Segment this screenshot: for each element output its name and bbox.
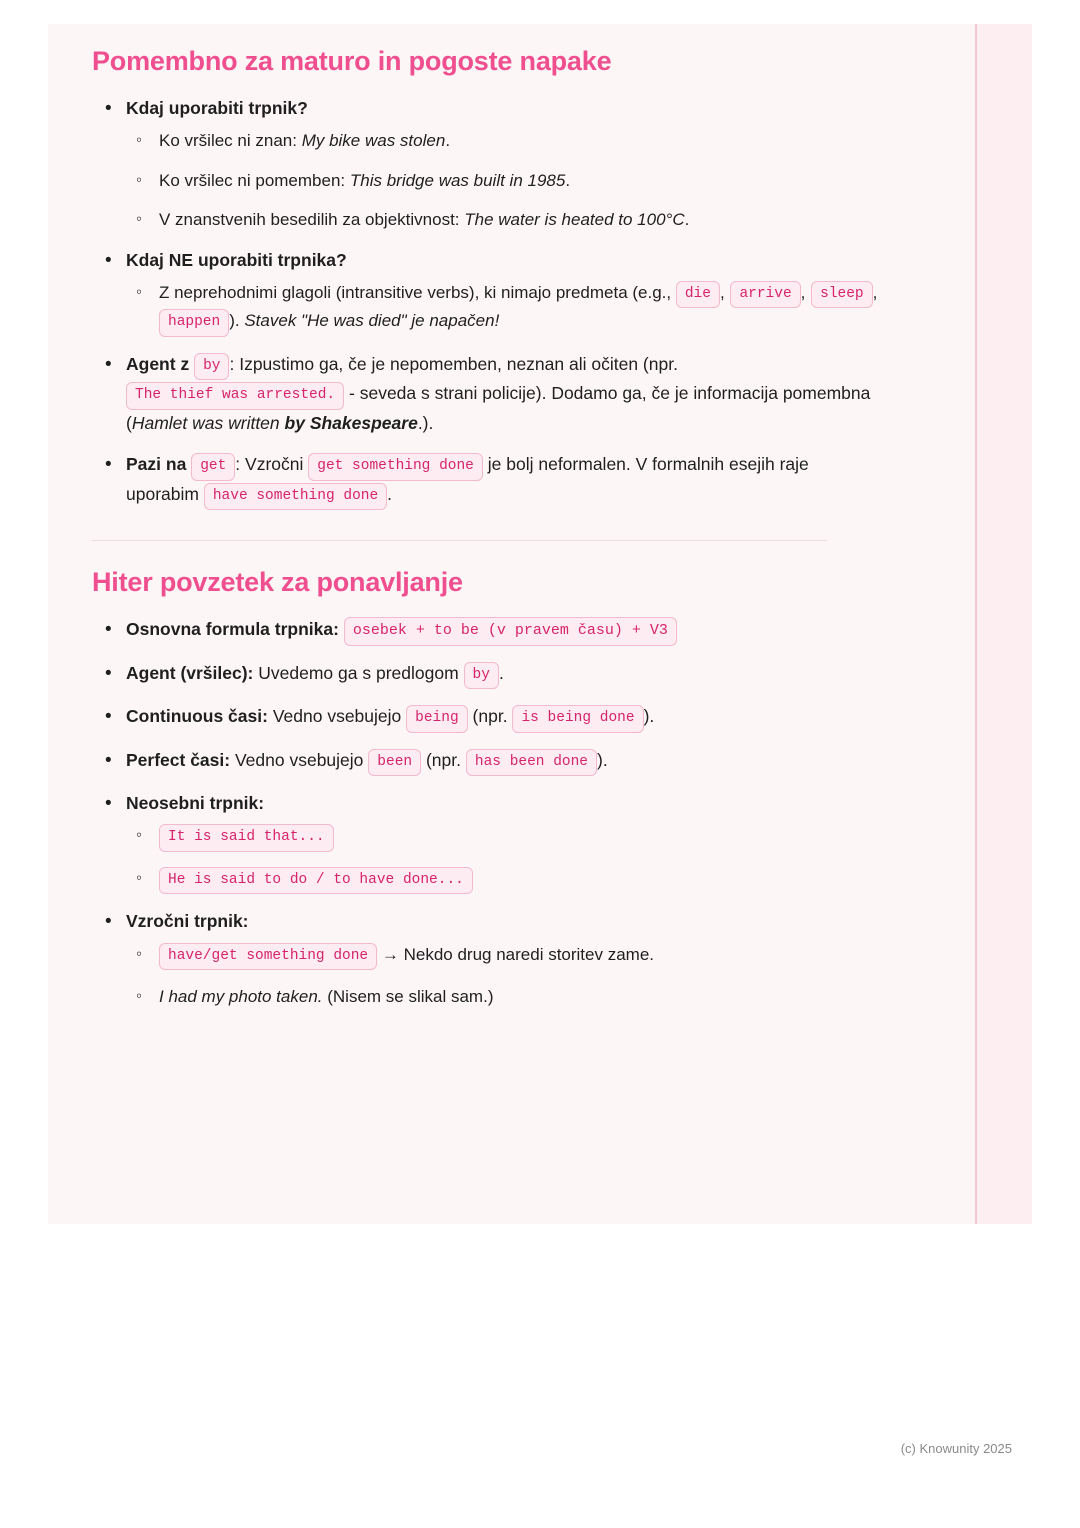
code-being: being: [406, 705, 468, 733]
summary-title: Hiter povzetek za ponavljanje: [92, 567, 463, 598]
code-thief-arrested: The thief was arrested.: [126, 382, 344, 410]
list-item-agent: [92, 351, 882, 437]
code-passive-formula: osebek + to be (v pravem času) + V3: [344, 617, 677, 645]
impersonal-sublist: [126, 823, 882, 894]
code-it-is-said-that: It is said that...: [159, 824, 334, 852]
sub-tail: ).: [229, 311, 240, 331]
list-item-lead: Kdaj NE uporabiti trpnika?: [126, 249, 347, 270]
item-tail: ).: [643, 706, 655, 727]
sub-tail: .: [684, 210, 690, 230]
list-item: [92, 247, 882, 337]
page-title: Pomembno za maturo in pogoste napake: [92, 46, 612, 76]
code-have-get-something-done: have/get something done: [159, 943, 377, 971]
list-item: ◦ Z neprehodnimi glagoli (intransitive verbs), ki nimajo predmeta (e.g., die , arrive , sleep , happen ). Stavek "He was died" je napačen!: [126, 280, 882, 337]
item-tail: .: [498, 662, 504, 683]
agent-text-3: .).: [417, 413, 434, 433]
list-item-lead: Osnovna formula trpnika:: [126, 619, 339, 640]
list-item-causative: [92, 908, 882, 1009]
sub-text: Ko vršilec ni znan:: [159, 131, 302, 151]
copyright-footer: (c) Knowunity 2025: [900, 1441, 1012, 1456]
code-arrive: arrive: [730, 281, 800, 309]
sub-emphasis: Stavek "He was died" je napačen!: [244, 311, 500, 331]
item-text: Vedno vsebujejo: [234, 749, 364, 770]
list-item-lead: Vzročni trpnik:: [126, 911, 249, 932]
list-item: [126, 207, 882, 233]
list-item-impersonal: [92, 790, 882, 894]
code-get-something-done: get something done: [308, 453, 483, 481]
code-has-been-done: has been done: [466, 749, 597, 777]
sub-text: V znanstvenih besedilih za objektivnost:: [159, 210, 465, 230]
code-been: been: [368, 749, 421, 777]
sub-example: I had my photo taken.: [159, 987, 323, 1007]
agent-example-strong: by Shakespeare: [284, 413, 418, 433]
item-text: Uvedemo ga s predlogom: [258, 662, 459, 683]
agent-text-2: - seveda s strani policije). Dodamo ga, če je informacija pomembna (: [126, 383, 871, 433]
code-by: by: [464, 662, 499, 690]
code-he-is-said-to-do: He is said to do / to have done...: [159, 867, 473, 895]
code-sleep: sleep: [811, 281, 873, 309]
summary-list: [92, 616, 882, 1009]
list-item-get: [92, 451, 882, 510]
document-page: [48, 24, 1032, 1224]
list-item: [92, 95, 882, 233]
list-item: [126, 984, 882, 1010]
item-mid: (npr.: [425, 749, 462, 770]
document-content: [92, 46, 882, 1024]
sub-example: My bike was stolen: [301, 131, 446, 151]
list-item-agent-summary: [92, 660, 882, 690]
item-tail: ).: [597, 749, 608, 770]
code-get: get: [191, 453, 235, 481]
list-item-lead: Continuous časi:: [126, 706, 268, 727]
sub-text: → Nekdo drug naredi storitev zame.: [381, 944, 654, 964]
list-item: [126, 168, 882, 194]
item-mid: (npr.: [472, 706, 508, 727]
get-text-3: .: [387, 483, 393, 504]
exam-notes-list: [92, 95, 882, 510]
list-item-lead: Agent (vršilec):: [126, 662, 254, 683]
sub-example: This bridge was built in 1985: [349, 170, 566, 190]
causative-sublist: [126, 942, 882, 1010]
when-not-to-use-sublist: [126, 280, 882, 337]
agent-example: Hamlet was written: [131, 413, 280, 433]
code-by: by: [194, 353, 229, 381]
sub-text: (Nisem se slikal sam.): [327, 987, 494, 1007]
sub-tail: .: [445, 131, 451, 151]
list-item: [126, 823, 882, 852]
get-text-2: je bolj neformalen. V formalnih esejih raje uporabim: [126, 454, 809, 504]
sub-text: Z neprehodnimi glagoli (intransitive verbs), ki nimajo predmeta (e.g.,: [159, 282, 672, 302]
sub-tail: .: [565, 170, 571, 190]
code-happen: happen: [159, 309, 229, 337]
list-item-formula: [92, 616, 882, 645]
sub-example: The water is heated to 100°C: [464, 210, 685, 230]
list-item: [126, 128, 882, 154]
get-text-1: : Vzročni: [235, 454, 304, 475]
code-have-something-done: have something done: [204, 483, 387, 511]
list-item-lead: Agent z: [126, 353, 190, 374]
list-item-continuous: [92, 703, 882, 733]
code-die: die: [676, 281, 720, 309]
list-item-lead: Kdaj uporabiti trpnik?: [126, 98, 308, 118]
section-divider: [92, 540, 827, 541]
when-to-use-sublist: [126, 128, 882, 233]
list-item-lead: Pazi na: [126, 454, 187, 475]
list-item: [126, 942, 882, 971]
code-is-being-done: is being done: [512, 705, 643, 733]
agent-text-1: : Izpustimo ga, če je nepomemben, neznan ali očiten (npr.: [229, 353, 678, 374]
list-item-perfect: [92, 747, 882, 777]
item-text: Vedno vsebujejo: [272, 706, 402, 727]
page-side-accent: [975, 24, 1032, 1224]
list-item: [126, 866, 882, 895]
list-item-lead: Neosebni trpnik:: [126, 793, 265, 814]
list-item-lead: Perfect časi:: [126, 749, 231, 770]
sub-text: Ko vršilec ni pomemben:: [159, 170, 350, 190]
